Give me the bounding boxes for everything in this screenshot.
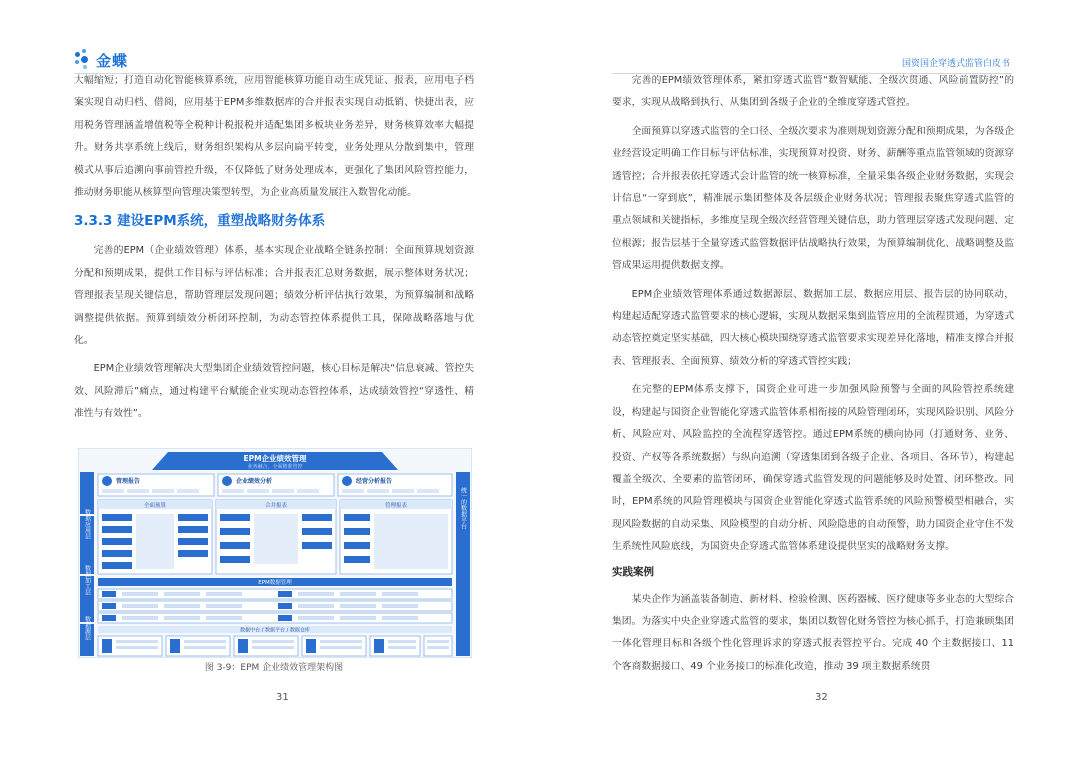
page-number-right: 32 [815, 692, 828, 703]
left-paragraph-2: 完善的EPM（企业绩效管理）体系，基本实现企业战略全链条控制：全面预算规划资源分配和预期成果，提供工作目标与评估标准；合并报表汇总财务数据，展示整体财务状况；管理报表呈现关键信息，帮助管理层发现问题；绩效分析评估执行效果，为预算编制和战略调整提供依据。预算到绩效分析闭环控制，为动态管控体系提供工具，保障战略落地与优化。 [74, 245, 474, 347]
epm-architecture-diagram [78, 448, 472, 658]
side-label-app: 数据应用层 [83, 509, 91, 539]
left-page-text [74, 70, 474, 426]
logo-text: 金蝶 [96, 51, 129, 70]
left-paragraph-1: 大幅缩短；打造自动化智能核算系统，应用智能核算功能自动生成凭证、报表，应用电子档案实现自动归档、借阅，应用基于EPM多维数据库的合并报表实现自动抵销、快捷出表，应用税务管理涵盖增值税等全税种计税报税并适配集团多板块业务差异，财务核算效率大幅提升。财务共享系统上线后，财务组织架构从多层向扁平转变，业务处理从分散到集中，管理模式从事后追溯向事前管控升级，不仅降低了财务处理成本，更强化了集团风险管控能力，推动财务职能从核算型向管理决策型转型，为企业高质量发展注入数智化动能。 [74, 75, 474, 199]
logo-dots-icon [74, 49, 94, 71]
page-number-left: 31 [276, 692, 289, 703]
right-paragraph-4: 在完整的EPM体系支撑下，国资企业可进一步加强风险预警与全面的风险管控系统建设，构建起与国资企业智能化穿透式监管体系相衔接的风险管理闭环，实现风险识别、风险分析、风险应对、风险监控的全流程穿透管控。通过EPM系统的横向协同（打通财务、业务、投资、产权等各系统数据）与纵向追溯（穿透集团到各级子企业、各项目、各环节），构建起覆盖全级次、全要素的监管闭环，确保穿透式监管发现的问题能够及时处置、闭环整改。同时，EPM系统的风险管理模块与国资企业智能化穿透式监管系统的风险预警模型相融合，实现风险数据的自动采集、风险模型的自动分析、风险隐患的自动预警，助力国资企业守住不发生系统性风险底线，为国资央企穿透式监管体系建设提供坚实的战略财务支撑。 [612, 384, 1014, 553]
epm-architecture-figure [78, 448, 472, 658]
right-paragraph-2: 全面预算以穿透式监管的全口径、全级次要求为准则规划资源分配和预期成果，为各级企业经营设定明确工作目标与评估标准，实现预算对投资、财务、薪酬等重点监管领域的资源穿透管控；合并报表依托穿透式会计监管的统一核算标准，全量采集各级企业财务数据，实现会计信息“一穿到底”，精准展示集团整体及各层级企业财务状况；管理报表聚焦穿透式监管的重点领域和关键指标，多维度呈现全级次经营管理关键信息，助力管理层穿透式发现问题、定位根源；报告层基于全量穿透式监管数据评估战略执行效果，为预算编制优化、战略调整及监管成果运用提供数据支撑。 [612, 125, 1014, 272]
figure-caption: 图 3-9：EPM 企业绩效管理架构图 [204, 663, 344, 673]
panel-title-3: 管理报表 [384, 503, 408, 509]
right-paragraph-3: EPM企业绩效管理体系通过数据源层、数据加工层、数据应用层、报告层的协同联动，构建起适配穿透式监管要求的核心逻辑，实现从数据采集到监管应用的全流程贯通，为穿透式动态管控奠定坚实基础，四大核心模块围绕穿透式监管要求实现差异化落地，精准支撑合并报表、管理报表、全面预算、绩效分析的穿透式管控实践； [612, 288, 1014, 367]
running-title: 国资国企穿透式监管白皮书 [901, 59, 1010, 69]
platform-bar: EPM数据管理 [258, 580, 292, 586]
right-paragraph-5: 某央企作为涵盖装备制造、新材料、检验检测、医药器械、医疗健康等多业态的大型综合集团。为落实中央企业穿透式监管的要求，集团以数智化财务管控为核心抓手，打造兼顾集团一体化管理目标和各级个性化管理诉求的穿透式报表管控平台。完成 40 个主数据接口、11 个客商数据接口、49 个业务接口的标准化改造，推动 39 项主数据系统贯 [612, 593, 1014, 672]
module-title-2: 企业绩效分析 [236, 478, 273, 485]
diagram-title: EPM企业绩效管理 [243, 454, 307, 463]
case-heading: 实践案例 [612, 565, 654, 578]
kingdee-logo [74, 48, 128, 72]
section-title: 3.3.3 建设EPM系统，重塑战略财务体系 [74, 213, 326, 230]
right-label: 统一的数据平台 [459, 487, 467, 529]
left-paragraph-3: EPM企业绩效管理解决大型集团企业绩效管控问题，核心目标是解决“信息衰减、管控失效、风险滞后”痛点，通过构建平台赋能企业实现动态管控体系，达成绩效管控“穿透性、精准性与有效性”。 [74, 363, 474, 420]
module-title-3: 经营分析报告 [356, 478, 393, 485]
right-page-text [612, 70, 1014, 678]
panel-title-1: 全面预算 [143, 503, 167, 509]
panel-title-2: 合并报表 [264, 503, 288, 509]
right-paragraph-1: 完善的EPM绩效管理体系，紧扣穿透式监管“数智赋能、全级次贯通、风险前置防控”的要求，实现从战略到执行、从集团到各级子企业的全维度穿透式管控。 [612, 75, 1014, 109]
module-title-1: 管理报告 [116, 478, 141, 485]
side-label-source: 数据源层 [83, 616, 91, 640]
bottom-bar: 数据中台 / 数据平台 / 数据仓库 [240, 627, 310, 634]
diagram-subtitle: 业务融合，全面精准管控 [247, 464, 303, 470]
side-label-process: 数据加工层 [83, 565, 91, 595]
